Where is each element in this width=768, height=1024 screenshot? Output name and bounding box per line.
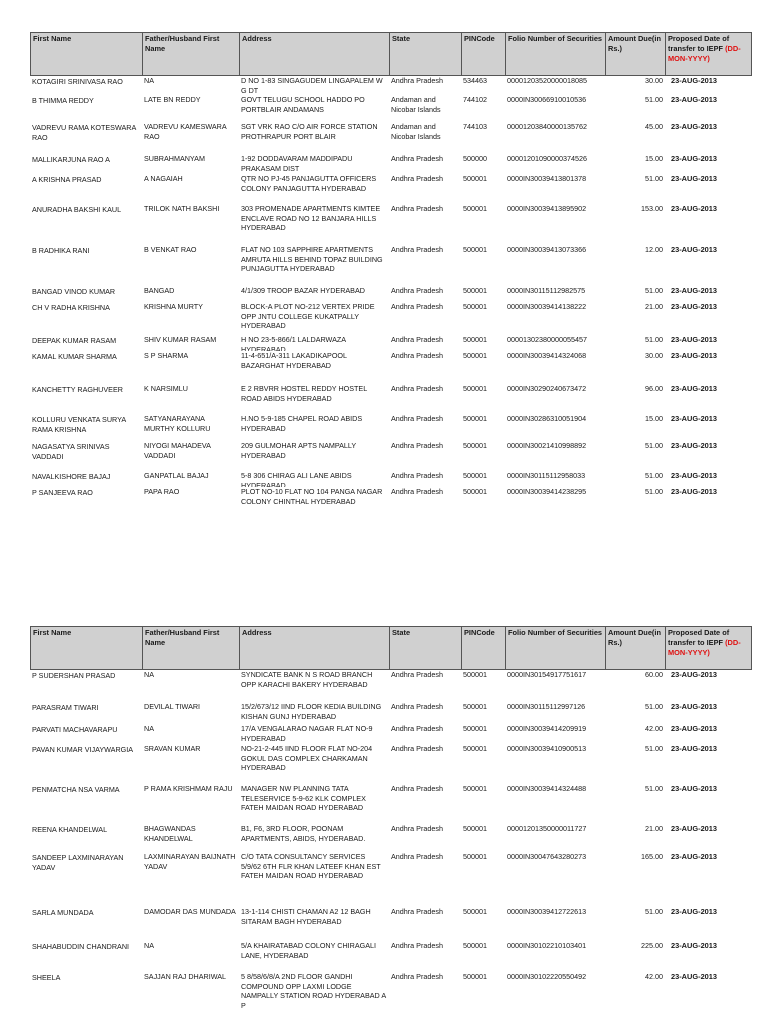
cell-pincode: 500001 [463, 441, 487, 450]
cell-father-name: NIYOGI MAHADEVA VADDADI [144, 441, 211, 460]
cell-state: Andhra Pradesh [391, 414, 443, 423]
cell-transfer-date: 23-AUG-2013 [671, 907, 718, 916]
cell-state: Andhra Pradesh [391, 784, 443, 793]
table-row [30, 852, 752, 907]
header-first-name: First Name [31, 33, 143, 75]
cell-address: PLOT NO-10 FLAT NO 104 PANGA NAGAR COLONY CHINTHAL HYDERABAD [241, 487, 383, 506]
cell-folio: 0000IN30102210103401 [507, 941, 587, 950]
cell-pincode: 500001 [463, 724, 487, 733]
cell-first-name: ANURADHA BAKSHI KAUL [32, 205, 122, 214]
table-header [30, 626, 752, 670]
cell-address: BLOCK-A PLOT NO-212 VERTEX PRIDE OPP JNTU COLLEGE KUKATPALLY HYDERABAD [241, 302, 375, 331]
table-row [30, 441, 752, 471]
cell-amount: 51.00 [645, 441, 663, 450]
cell-state: Andhra Pradesh [391, 941, 443, 950]
cell-first-name: REENA KHANDELWAL [32, 825, 108, 834]
table-row [30, 76, 752, 95]
cell-pincode: 500001 [463, 471, 487, 480]
cell-pincode: 500001 [463, 204, 487, 213]
cell-father-name: VADREVU KAMESWARA RAO [144, 122, 227, 141]
table-row [30, 414, 752, 441]
cell-address: 5/A KHAIRATABAD COLONY CHIRAGALI LANE, HYDERABAD [241, 941, 377, 960]
cell-address: 209 GULMOHAR APTS NAMPALLY HYDERABAD [241, 441, 357, 460]
cell-address: C/O TATA CONSULTANCY SERVICES 5/9/62 6TH FLR KHAN LATEEF KHAN EST FATEH MAIDAN ROAD HYDERABAD [241, 852, 381, 881]
cell-state: Andhra Pradesh [391, 744, 443, 753]
cell-state: Andhra Pradesh [391, 824, 443, 833]
header-state: State [390, 627, 462, 669]
header-father-name: Father/Husband First Name [143, 33, 240, 75]
cell-state: Andhra Pradesh [391, 76, 443, 85]
table-row [30, 302, 752, 335]
cell-state: Andaman and Nicobar Islands [391, 95, 441, 114]
cell-amount: 12.00 [645, 245, 663, 254]
cell-address: 5 8/58/6/8/A 2ND FLOOR GANDHI COMPOUND OPP LAXMI LODGE NAMPALLY STATION ROAD HYDERABAD A P [241, 972, 386, 1010]
cell-pincode: 500001 [463, 245, 487, 254]
cell-address: E 2 RBVRR HOSTEL REDDY HOSTEL ROAD ABIDS HYDERABAD [241, 384, 367, 403]
cell-folio: 0000IN30066910010536 [507, 95, 587, 104]
table-header [30, 32, 752, 76]
cell-folio: 0000IN30115112982575 [507, 286, 586, 295]
cell-pincode: 500001 [463, 702, 487, 711]
cell-folio: 0000IN30039413895902 [507, 204, 587, 213]
cell-first-name: VADREVU RAMA KOTESWARA RAO [32, 123, 136, 142]
cell-amount: 51.00 [645, 744, 663, 753]
cell-father-name: SATYANARAYANA MURTHY KOLLURU [144, 414, 211, 433]
table-row [30, 784, 752, 824]
cell-folio: 0000IN30039414324488 [507, 784, 587, 793]
cell-father-name: DEVILAL TIWARI [144, 702, 201, 711]
table-row [30, 487, 752, 523]
header-amount: Amount Due(in Rs.) [606, 33, 666, 75]
cell-amount: 51.00 [645, 286, 663, 295]
cell-transfer-date: 23-AUG-2013 [671, 972, 718, 981]
cell-address: MANAGER NW PLANNING TATA TELESERVICE 5-9-62 KLK COMPLEX FATEH MAIDAN ROAD HYDERABAD [241, 784, 366, 813]
cell-pincode: 500001 [463, 670, 487, 679]
cell-amount: 153.00 [641, 204, 663, 213]
cell-pincode: 500001 [463, 351, 487, 360]
header-father-name: Father/Husband First Name [143, 627, 240, 669]
cell-amount: 51.00 [645, 335, 663, 344]
cell-father-name: B VENKAT RAO [144, 245, 197, 254]
cell-transfer-date: 23-AUG-2013 [671, 245, 718, 254]
cell-first-name: P SANJEEVA RAO [32, 488, 93, 497]
table-row [30, 724, 752, 744]
header-pincode: PINCode [462, 33, 506, 75]
cell-amount: 51.00 [645, 702, 663, 711]
cell-pincode: 500001 [463, 487, 487, 496]
cell-state: Andhra Pradesh [391, 351, 443, 360]
cell-first-name: PAVAN KUMAR VIJAYWARGIA [32, 745, 134, 754]
cell-folio: 00001203840000135762 [507, 122, 587, 131]
header-date-label: Proposed Date of transfer to IEPF [668, 34, 730, 53]
cell-state: Andhra Pradesh [391, 487, 443, 496]
cell-address: GOVT TELUGU SCHOOL HADDO PO PORTBLAIR ANDAMANS [241, 95, 365, 114]
cell-first-name: B THIMMA REDDY [32, 96, 94, 105]
cell-father-name: NA [144, 941, 154, 950]
cell-first-name: SARLA MUNDADA [32, 908, 94, 917]
cell-father-name: NA [144, 670, 154, 679]
cell-father-name: SRAVAN KUMAR [144, 744, 201, 753]
cell-amount: 45.00 [645, 122, 663, 131]
cell-pincode: 500001 [463, 174, 487, 183]
table-row [30, 384, 752, 414]
cell-address: SYNDICATE BANK N S ROAD BRANCH OPP KARACHI BAKERY HYDERABAD [241, 670, 373, 689]
cell-father-name: A NAGAIAH [144, 174, 183, 183]
cell-father-name: LATE BN REDDY [144, 95, 201, 104]
cell-father-name: SHIV KUMAR RASAM [144, 335, 217, 344]
cell-amount: 30.00 [645, 351, 663, 360]
cell-transfer-date: 23-AUG-2013 [671, 852, 718, 861]
header-address: Address [240, 627, 390, 669]
cell-pincode: 500001 [463, 852, 487, 861]
cell-transfer-date: 23-AUG-2013 [671, 76, 718, 85]
cell-transfer-date: 23-AUG-2013 [671, 471, 718, 480]
cell-first-name: SHEELA [32, 973, 61, 982]
cell-transfer-date: 23-AUG-2013 [671, 702, 718, 711]
cell-pincode: 744102 [463, 95, 487, 104]
cell-transfer-date: 23-AUG-2013 [671, 335, 718, 344]
cell-transfer-date: 23-AUG-2013 [671, 122, 718, 131]
cell-folio: 0000IN30039414209919 [507, 724, 587, 733]
table-row [30, 824, 752, 852]
cell-state: Andhra Pradesh [391, 702, 443, 711]
header-proposed-date [666, 627, 753, 669]
table-row [30, 335, 752, 351]
cell-folio: 0000IN30039410900513 [507, 744, 587, 753]
cell-state: Andaman and Nicobar Islands [391, 122, 441, 141]
cell-state: Andhra Pradesh [391, 471, 443, 480]
cell-folio: 0000IN30047643280273 [507, 852, 587, 861]
cell-state: Andhra Pradesh [391, 204, 443, 213]
cell-pincode: 500001 [463, 824, 487, 833]
cell-amount: 21.00 [645, 824, 663, 833]
cell-first-name: BANGAD VINOD KUMAR [32, 287, 116, 296]
header-state: State [390, 33, 462, 75]
cell-transfer-date: 23-AUG-2013 [671, 724, 718, 733]
cell-pincode: 500001 [463, 302, 487, 311]
cell-amount: 51.00 [645, 784, 663, 793]
cell-father-name: K NARSIMLU [144, 384, 188, 393]
table-row [30, 907, 752, 941]
cell-father-name: S P SHARMA [144, 351, 189, 360]
table-row [30, 670, 752, 702]
cell-amount: 51.00 [645, 174, 663, 183]
table-row [30, 154, 752, 174]
cell-first-name: PARASRAM TIWARI [32, 703, 99, 712]
cell-first-name: MALLIKARJUNA RAO A [32, 155, 110, 164]
cell-address: 303 PROMENADE APARTMENTS KIMTEE ENCLAVE ROAD NO 12 BANJARA HILLS HYDERABAD [241, 204, 381, 233]
cell-first-name: CH V RADHA KRISHNA [32, 303, 110, 312]
cell-state: Andhra Pradesh [391, 174, 443, 183]
table-row [30, 702, 752, 724]
cell-state: Andhra Pradesh [391, 335, 443, 344]
cell-amount: 96.00 [645, 384, 663, 393]
cell-state: Andhra Pradesh [391, 384, 443, 393]
header-pincode: PINCode [462, 627, 506, 669]
table-row [30, 351, 752, 384]
cell-state: Andhra Pradesh [391, 907, 443, 916]
cell-address: 13-1-114 CHISTI CHAMAN A2 12 BAGH SITARAM BAGH HYDERABAD [241, 907, 371, 926]
cell-state: Andhra Pradesh [391, 286, 443, 295]
cell-transfer-date: 23-AUG-2013 [671, 384, 718, 393]
cell-father-name: GANPATLAL BAJAJ [144, 471, 209, 480]
cell-transfer-date: 23-AUG-2013 [671, 286, 718, 295]
cell-transfer-date: 23-AUG-2013 [671, 204, 718, 213]
cell-address: 17/A VENGALARAO NAGAR FLAT NO-9 HYDERABAD [241, 724, 373, 743]
cell-folio: 0000IN30039412722613 [507, 907, 587, 916]
cell-father-name: NA [144, 724, 154, 733]
cell-pincode: 500001 [463, 286, 487, 295]
cell-state: Andhra Pradesh [391, 852, 443, 861]
cell-amount: 21.00 [645, 302, 663, 311]
cell-transfer-date: 23-AUG-2013 [671, 441, 718, 450]
cell-transfer-date: 23-AUG-2013 [671, 154, 718, 163]
cell-amount: 225.00 [641, 941, 663, 950]
cell-amount: 51.00 [645, 95, 663, 104]
cell-address: QTR NO PJ-45 PANJAGUTTA OFFICERS COLONY PANJAGUTTA HYDERABAD [241, 174, 377, 193]
table-row [30, 174, 752, 204]
cell-amount: 51.00 [645, 487, 663, 496]
cell-first-name: NAVALKISHORE BAJAJ [32, 472, 111, 481]
cell-transfer-date: 23-AUG-2013 [671, 824, 718, 833]
cell-folio: 0000IN30102220550492 [507, 972, 587, 981]
header-folio: Folio Number of Securities [506, 627, 606, 669]
cell-folio: 0000IN30039413073366 [507, 245, 587, 254]
cell-state: Andhra Pradesh [391, 154, 443, 163]
cell-state: Andhra Pradesh [391, 245, 443, 254]
cell-first-name: SHAHABUDDIN CHANDRANI [32, 942, 130, 951]
cell-first-name: KAMAL KUMAR SHARMA [32, 352, 117, 361]
cell-folio: 0000IN30039414138222 [507, 302, 587, 311]
cell-father-name: BANGAD [144, 286, 175, 295]
header-date-format: (DD-MON-YYYY) [668, 44, 741, 63]
cell-pincode: 500001 [463, 784, 487, 793]
table-row [30, 245, 752, 286]
header-address: Address [240, 33, 390, 75]
cell-transfer-date: 23-AUG-2013 [671, 351, 718, 360]
cell-amount: 60.00 [645, 670, 663, 679]
cell-state: Andhra Pradesh [391, 670, 443, 679]
table-row [30, 122, 752, 154]
cell-address: H.NO 5-9-185 CHAPEL ROAD ABIDS HYDERABAD [241, 414, 363, 433]
cell-pincode: 500001 [463, 744, 487, 753]
cell-amount: 165.00 [641, 852, 663, 861]
cell-amount: 15.00 [645, 414, 663, 423]
header-date-format: (DD-MON-YYYY) [668, 638, 741, 657]
cell-address: FLAT NO 103 SAPPHIRE APARTMENTS AMRUTA HILLS BEHIND TOPAZ BUILDING PUNJAGUTTA HYDERABAD [241, 245, 383, 274]
cell-address: 11-4-651/A-311 LAKADIKAPOOL BAZARGHAT HYDERABAD [241, 351, 347, 370]
cell-father-name: P RAMA KRISHMAM RAJU [144, 784, 233, 793]
cell-first-name: NAGASATYA SRINIVAS VADDADI [32, 442, 110, 461]
cell-first-name: DEEPAK KUMAR RASAM [32, 336, 117, 345]
cell-transfer-date: 23-AUG-2013 [671, 302, 718, 311]
cell-first-name: A KRISHNA PRASAD [32, 175, 102, 184]
cell-first-name: KANCHETTY RAGHUVEER [32, 385, 123, 394]
cell-father-name: LAXMINARAYAN BAIJNATH YADAV [144, 852, 236, 871]
cell-transfer-date: 23-AUG-2013 [671, 941, 718, 950]
cell-folio: 00001201350000011727 [507, 824, 587, 833]
cell-pincode: 744103 [463, 122, 487, 131]
cell-folio: 00001203520000018085 [507, 76, 587, 85]
header-folio: Folio Number of Securities [506, 33, 606, 75]
cell-state: Andhra Pradesh [391, 972, 443, 981]
cell-pincode: 534463 [463, 76, 487, 85]
cell-pincode: 500000 [463, 154, 487, 163]
cell-pincode: 500001 [463, 941, 487, 950]
cell-transfer-date: 23-AUG-2013 [671, 95, 718, 104]
table-row [30, 471, 752, 487]
table-row [30, 972, 752, 1014]
cell-amount: 42.00 [645, 972, 663, 981]
cell-transfer-date: 23-AUG-2013 [671, 174, 718, 183]
cell-folio: 0000IN30154917751617 [507, 670, 587, 679]
cell-amount: 51.00 [645, 907, 663, 916]
cell-pincode: 500001 [463, 414, 487, 423]
table-row [30, 286, 752, 302]
cell-folio: 0000IN30286310051904 [507, 414, 587, 423]
header-amount: Amount Due(in Rs.) [606, 627, 666, 669]
cell-first-name: KOLLURU VENKATA SURYA RAMA KRISHNA [32, 415, 126, 434]
table-row [30, 744, 752, 784]
cell-father-name: DAMODAR DAS MUNDADA [144, 907, 236, 916]
table-row [30, 204, 752, 245]
cell-address: NO-21-2-445 IIND FLOOR FLAT NO-204 GOKUL DAS COMPLEX CHARKAMAN HYDERABAD [241, 744, 373, 773]
cell-address: D NO 1-83 SINGAGUDEM LINGAPALEM W G DT [241, 76, 383, 95]
cell-first-name: B RADHIKA RANI [32, 246, 90, 255]
cell-amount: 15.00 [645, 154, 663, 163]
cell-folio: 0000IN30039414238295 [507, 487, 587, 496]
cell-folio: 0000IN30115112997126 [507, 702, 586, 711]
unclaimed-dividend-table-2 [30, 626, 752, 1014]
cell-father-name: PAPA RAO [144, 487, 180, 496]
cell-amount: 51.00 [645, 471, 663, 480]
cell-first-name: SANDEEP LAXMINARAYAN YADAV [32, 853, 124, 872]
unclaimed-dividend-table-1 [30, 32, 752, 523]
cell-transfer-date: 23-AUG-2013 [671, 487, 718, 496]
cell-folio: 0000IN30039413801378 [507, 174, 587, 183]
cell-amount: 30.00 [645, 76, 663, 85]
cell-address: 1-92 DODDAVARAM MADDIPADU PRAKASAM DIST [241, 154, 353, 173]
cell-father-name: SUBRAHMANYAM [144, 154, 205, 163]
cell-father-name: KRISHNA MURTY [144, 302, 203, 311]
cell-amount: 42.00 [645, 724, 663, 733]
cell-folio: 0000IN30115112958033 [507, 471, 586, 480]
header-proposed-date [666, 33, 753, 75]
cell-transfer-date: 23-AUG-2013 [671, 744, 718, 753]
cell-address: H NO 23-5-866/1 LALDARWAZA HYDERABAD [241, 335, 346, 351]
cell-first-name: PARVATI MACHAVARAPU [32, 725, 118, 734]
cell-folio: 0000IN30021410998892 [507, 441, 587, 450]
cell-first-name: KOTAGIRI SRINIVASA RAO [32, 77, 123, 86]
cell-folio: 00001302380000055457 [507, 335, 587, 344]
cell-father-name: NA [144, 76, 154, 85]
cell-pincode: 500001 [463, 972, 487, 981]
cell-father-name: BHAGWANDAS KHANDELWAL [144, 824, 196, 843]
table-row [30, 95, 752, 122]
cell-folio: 00001201090000374526 [507, 154, 587, 163]
cell-first-name: P SUDERSHAN PRASAD [32, 671, 116, 680]
header-date-label: Proposed Date of transfer to IEPF [668, 628, 730, 647]
cell-first-name: PENMATCHA NSA VARMA [32, 785, 120, 794]
cell-state: Andhra Pradesh [391, 724, 443, 733]
cell-father-name: TRILOK NATH BAKSHI [144, 204, 220, 213]
cell-folio: 0000IN30290240673472 [507, 384, 587, 393]
cell-transfer-date: 23-AUG-2013 [671, 670, 718, 679]
cell-transfer-date: 23-AUG-2013 [671, 414, 718, 423]
cell-state: Andhra Pradesh [391, 302, 443, 311]
cell-state: Andhra Pradesh [391, 441, 443, 450]
cell-address: 5-8 306 CHIRAG ALI LANE ABIDS HYDERABAD [241, 471, 352, 487]
cell-pincode: 500001 [463, 335, 487, 344]
cell-father-name: SAJJAN RAJ DHARIWAL [144, 972, 227, 981]
cell-address: 15/2/673/12 IIND FLOOR KEDIA BUILDING KISHAN GUNJ HYDERABAD [241, 702, 382, 721]
header-first-name: First Name [31, 627, 143, 669]
cell-pincode: 500001 [463, 384, 487, 393]
table-row [30, 941, 752, 972]
cell-transfer-date: 23-AUG-2013 [671, 784, 718, 793]
cell-folio: 0000IN30039414324068 [507, 351, 587, 360]
cell-address: 4/1/309 TROOP BAZAR HYDERABAD [241, 286, 365, 295]
cell-pincode: 500001 [463, 907, 487, 916]
cell-address: B1, F6, 3RD FLOOR, POONAM APARTMENTS, ABIDS, HYDERABAD. [241, 824, 366, 843]
cell-address: SGT VRK RAO C/O AIR FORCE STATION PROTHRAPUR PORT BLAIR [241, 122, 378, 141]
